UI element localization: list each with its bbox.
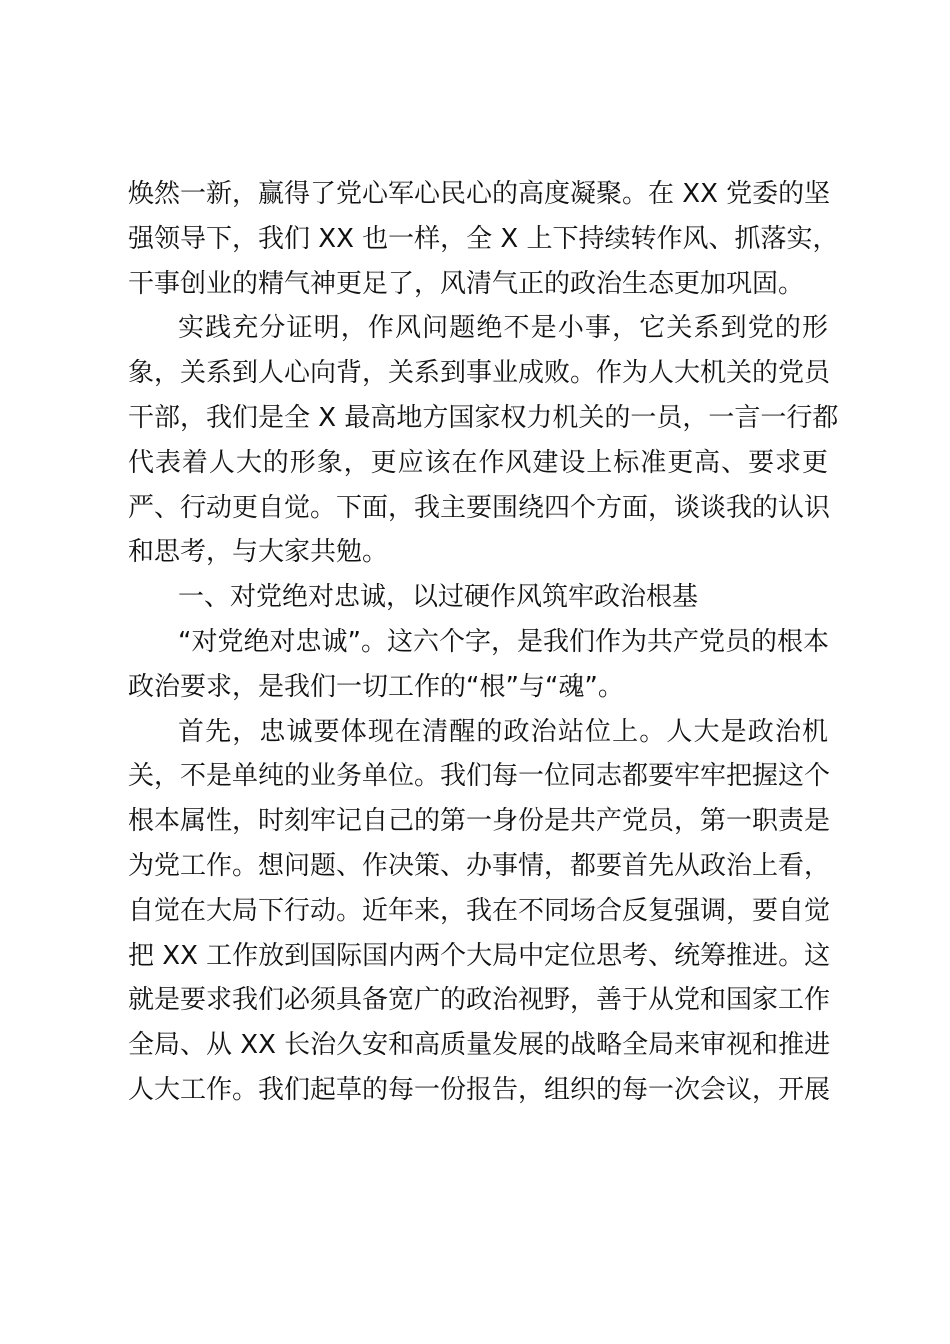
text-line: 把 XX 工作放到国际国内两个大局中定位思考、统筹推进。这 (128, 940, 831, 971)
text-line: 代表着人大的形象，更应该在作风建设上标准更高、要求更 (128, 447, 828, 478)
text-line: 首先，忠诚要体现在清醒的政治站位上。人大是政治机 (178, 716, 828, 747)
text-line: 人大工作。我们起草的每一份报告，组织的每一次会议，开展 (128, 1074, 831, 1105)
text-line: 实践充分证明，作风问题绝不是小事，它关系到党的形 (178, 313, 828, 344)
text-line: 干事创业的精气神更足了，风清气正的政治生态更加巩固。 (128, 268, 805, 299)
document-body (128, 172, 839, 1113)
text-line: 和思考，与大家共勉。 (128, 537, 389, 568)
text-line: 政治要求，是我们一切工作的“根”与“魂”。 (128, 671, 624, 702)
text-line: 全局、从 XX 长治久安和高质量发展的战略全局来审视和推进 (128, 1030, 831, 1061)
text-line: “对党绝对忠诚”。这六个字，是我们作为共产党员的根本 (178, 626, 829, 657)
text-line: 象，关系到人心向背，关系到事业成败。作为人大机关的党员 (128, 358, 831, 389)
text-line: 焕然一新，赢得了党心军心民心的高度凝聚。在 XX 党委的坚 (128, 179, 831, 209)
text-line: 一、对党绝对忠诚，以过硬作风筑牢政治根基 (178, 582, 699, 613)
text-line: 自觉在大局下行动。近年来，我在不同场合反复强调，要自觉 (128, 895, 831, 926)
text-line: 关，不是单纯的业务单位。我们每一位同志都要牢牢把握这个 (128, 761, 831, 792)
text-line: 根本属性，时刻牢记自己的第一身份是共产党员，第一职责是 (128, 806, 831, 837)
text-line: 干部，我们是全 X 最高地方国家权力机关的一员，一言一行都 (128, 402, 839, 433)
text-line: 强领导下，我们 XX 也一样，全 X 上下持续转作风、抓落实， (128, 223, 839, 254)
text-line: 就是要求我们必须具备宽广的政治视野，善于从党和国家工作 (128, 985, 831, 1016)
text-line: 为党工作。想问题、作决策、办事情，都要首先从政治上看， (128, 850, 831, 881)
text-line: 严、行动更自觉。下面，我主要围绕四个方面，谈谈我的认识 (128, 492, 831, 523)
